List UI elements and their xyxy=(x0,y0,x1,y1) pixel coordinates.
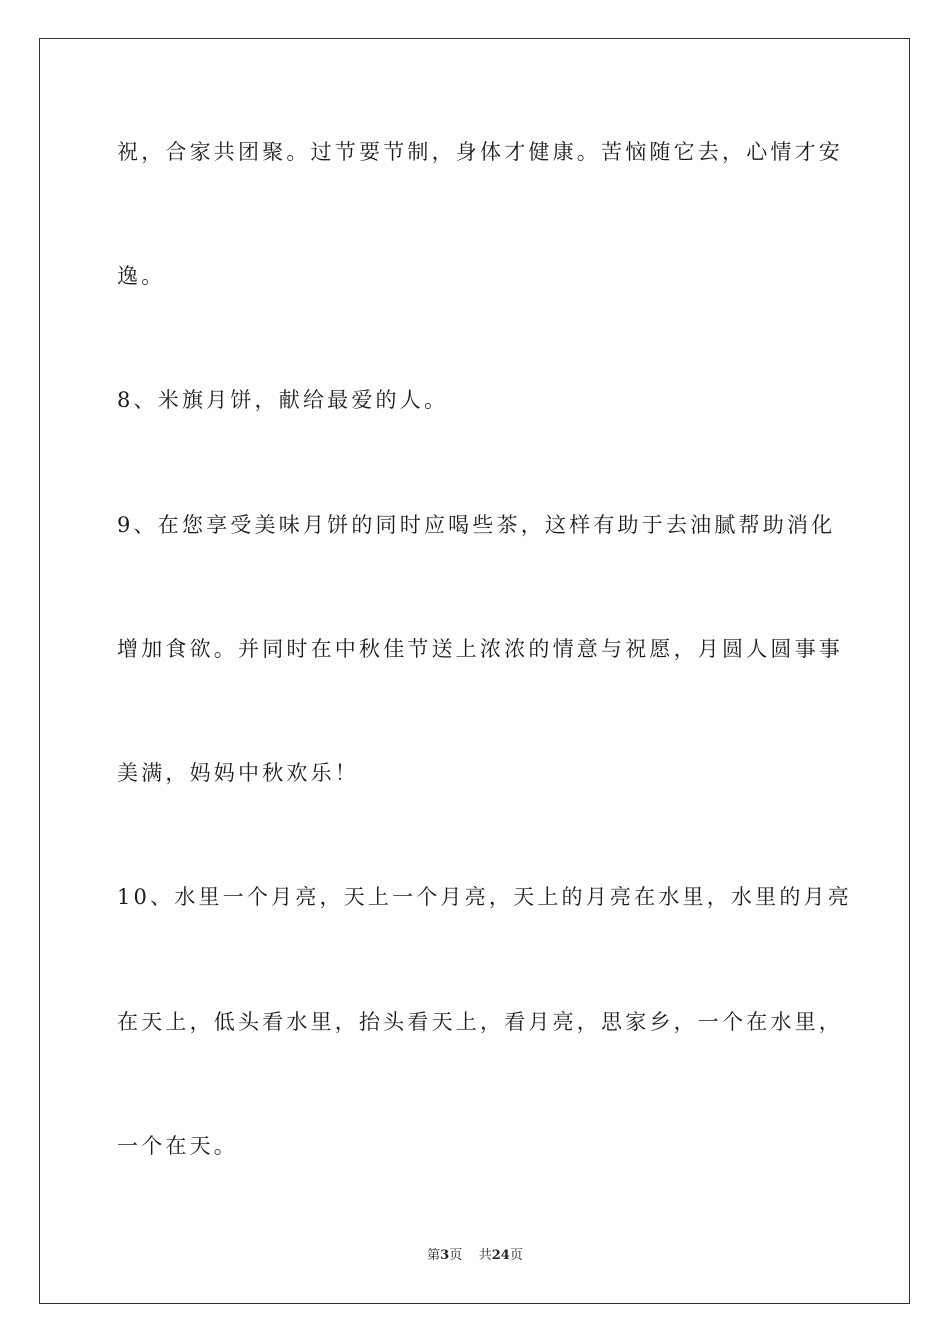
page-footer xyxy=(0,1248,950,1264)
page-frame xyxy=(39,38,910,1304)
text-line-5: 增加食欲。并同时在中秋佳节送上浓浓的情意与祝愿，月圆人圆事事 xyxy=(117,637,843,661)
text-line-9: 一个在天。 xyxy=(117,1134,238,1158)
text-line-1: 祝，合家共团聚。过节要节制，身体才健康。苦恼随它去，心情才安 xyxy=(117,140,843,164)
text-line-4: 9、在您享受美味月饼的同时应喝些茶，这样有助于去油腻帮助消化 xyxy=(117,513,836,537)
text-line-6: 美满，妈妈中秋欢乐！ xyxy=(117,761,359,785)
text-line-2: 逸。 xyxy=(117,264,166,288)
page-prefix: 第 xyxy=(427,1248,441,1263)
page-current-number: 3 xyxy=(440,1248,450,1263)
page-mid: 页 共 xyxy=(449,1248,492,1263)
page-total-number: 24 xyxy=(491,1248,510,1263)
page-suffix: 页 xyxy=(509,1248,523,1263)
text-line-8: 在天上，低头看水里，抬头看天上，看月亮，思家乡，一个在水里， xyxy=(117,1010,843,1034)
text-line-7: 10、水里一个月亮，天上一个月亮，天上的月亮在水里，水里的月亮 xyxy=(117,885,852,909)
text-line-3: 8、米旗月饼，献给最爱的人。 xyxy=(117,388,449,412)
